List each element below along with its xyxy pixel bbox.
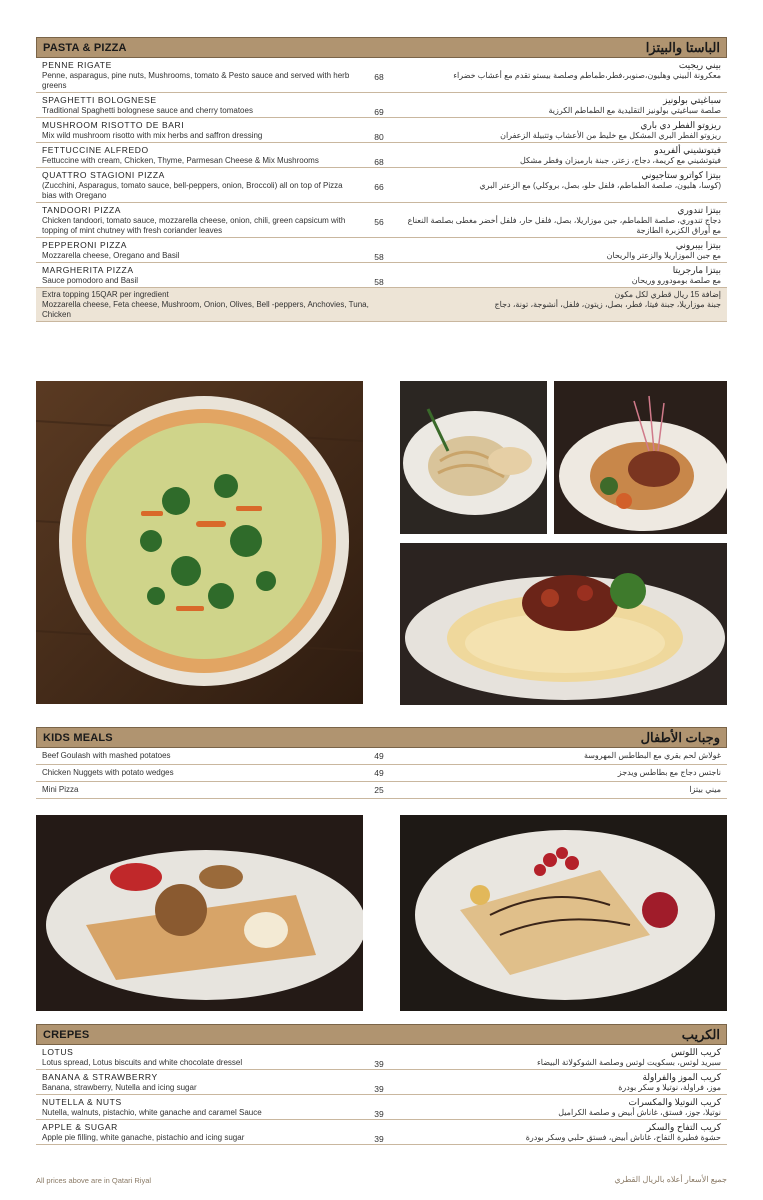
item-description-ar: نوتيلا، جوز، فستق، غاناش أبيض و صلصة الكراميل [558, 1108, 721, 1117]
item-description: Mozzarella cheese, Oregano and Basil [42, 251, 180, 260]
item-name-ar: كريب الموز والفراولة [642, 1072, 721, 1082]
item-description: Chicken tandoori, tomato sauce, mozzarella cheese, onion, chili, green capsicum with topping of mint chutney with fresh coriander leaves [42, 216, 346, 235]
item-en [36, 58, 364, 92]
item-en [36, 143, 364, 167]
item-description-ar: مع جبن الموزاريلا والزعتر والريحان [606, 251, 721, 260]
crepes-section [36, 1024, 727, 1145]
item-name-ar: كريب اللوتس [671, 1047, 721, 1057]
item-en [36, 1095, 364, 1119]
fettuccine-photo [400, 381, 547, 534]
item-description: (Zucchini, Asparagus, tomato sauce, bell-peppers, onion, Broccoli) all on top of Pizza bias with Oregano [42, 181, 343, 200]
extra-topping-list: Mozzarella cheese, Feta cheese, Mushroom, Onion, Olives, Bell -peppers, Anchovies, Tuna, Chicken [42, 300, 369, 319]
spaghetti-photo [554, 381, 727, 534]
item-price: 58 [374, 277, 384, 287]
item-name: NUTELLA & NUTS [42, 1097, 122, 1107]
extra-topping-note: Extra topping 15QAR per ingredient [42, 290, 169, 299]
item-en [36, 782, 364, 798]
item-en [36, 1120, 364, 1144]
item-en [36, 748, 364, 764]
strawberry-crepe-photo [400, 815, 727, 1011]
section-title-en: PASTA & PIZZA [43, 41, 127, 54]
item-description: Lotus spread, Lotus biscuits and white chocolate dressel [42, 1058, 243, 1067]
item-price: 49 [374, 751, 384, 761]
item-name: PEPPERONI PIZZA [42, 240, 128, 250]
item-en [36, 118, 364, 142]
item-name: LOTUS [42, 1047, 74, 1057]
menu-item-row [36, 168, 727, 203]
pizza-photo [36, 381, 363, 704]
item-en [36, 1070, 364, 1094]
item-description: Nutella, walnuts, pistachio, white ganache and caramel Sauce [42, 1108, 262, 1117]
item-en [36, 93, 364, 117]
item-description-ar: صلصة سباغيتي بولونيز التقليدية مع الطماطم الكرزية [548, 106, 721, 115]
extra-topping-list-ar: جبنة موزاريلا، جبنة فيتا، فطر، بصل، زيتون، فلفل، أنشوجة، تونة، دجاج [494, 300, 721, 309]
menu-item-row [36, 203, 727, 238]
menu-item-row [36, 748, 727, 765]
item-price: 56 [374, 217, 384, 227]
pasta-pizza-section [36, 37, 727, 322]
item-price: 69 [374, 107, 384, 117]
item-name: Beef Goulash with mashed potatoes [42, 751, 171, 760]
item-en [36, 1045, 364, 1069]
menu-item-row [36, 1070, 727, 1095]
item-name-ar: بيتزا كواترو ستاجيوني [641, 170, 721, 180]
section-header [36, 37, 727, 58]
item-ar [394, 1045, 727, 1069]
item-price: 39 [374, 1059, 384, 1069]
section-title-ar: وجبات الأطفال [640, 729, 720, 745]
item-description: Banana, strawberry, Nutella and icing sugar [42, 1083, 197, 1092]
item-en [36, 765, 364, 781]
item-name: TANDOORI PIZZA [42, 205, 122, 215]
extra-topping-note-ar: إضافة 15 ريال قطري لكل مكون [614, 290, 721, 299]
item-description-ar: فيتوتشيني مع كريمة، دجاج، زعتر، جبنة بارميزان وفطر مشكل [519, 156, 721, 165]
item-ar [394, 782, 727, 798]
section-title-ar: الكريب [681, 1026, 720, 1042]
item-name-ar: فيتوتشيني ألفريدو [654, 145, 721, 155]
item-price: 39 [374, 1109, 384, 1119]
item-name: SPAGHETTI BOLOGNESE [42, 95, 157, 105]
menu-list [36, 58, 727, 288]
menu-item-row [36, 238, 727, 263]
item-description: Mix wild mushroom risotto with mix herbs and saffron dressing [42, 131, 263, 140]
item-description: Traditional Spaghetti bolognese sauce and cherry tomatoes [42, 106, 253, 115]
item-description: Apple pie filling, white ganache, pistachio and icing sugar [42, 1133, 245, 1142]
item-name-ar: غولاش لحم بقري مع البطاطس المهروسة [583, 751, 721, 760]
item-name-ar: ميني بيتزا [689, 785, 721, 794]
section-title-en: KIDS MEALS [43, 731, 113, 744]
menu-item-row [36, 93, 727, 118]
item-description: Fettuccine with cream, Chicken, Thyme, Parmesan Cheese & Mix Mushrooms [42, 156, 319, 165]
item-price: 25 [374, 785, 384, 795]
section-title-en: CREPES [43, 1028, 90, 1041]
menu-item-row [36, 143, 727, 168]
menu-item-row [36, 118, 727, 143]
item-description-ar: معكرونة البيني وهليون،صنوبر،فطر،طماطم وصلصة بيستو تقدم مع أعشاب خضراء [453, 71, 721, 80]
goulash-photo [400, 543, 727, 705]
item-ar [394, 143, 727, 167]
item-price: 66 [374, 182, 384, 192]
item-description-ar: حشوة فطيرة التفاح، غاناش أبيض، فستق حلبي وسكر بودرة [525, 1133, 721, 1142]
item-ar [394, 263, 727, 287]
item-price: 49 [374, 768, 384, 778]
section-header [36, 1024, 727, 1045]
item-ar [394, 748, 727, 764]
extra-topping-row [36, 288, 727, 322]
lotus-crepe-photo [36, 815, 363, 1011]
item-ar [394, 765, 727, 781]
menu-item-row [36, 1045, 727, 1070]
menu-list [36, 1045, 727, 1145]
item-price: 68 [374, 157, 384, 167]
menu-item-row [36, 1120, 727, 1145]
item-description-ar: موز، فراولة، نوتيلا و سكر بودرة [618, 1083, 721, 1092]
item-name-ar: كريب التفاح والسكر [646, 1122, 721, 1132]
item-ar [394, 118, 727, 142]
item-description-ar: سبريد لوتس، بسكويت لوتس وصلصة الشوكولاتة البيضاء [537, 1058, 721, 1067]
item-description-ar: مع صلصة بومودورو وريحان [631, 276, 721, 285]
item-price: 58 [374, 252, 384, 262]
item-price: 39 [374, 1134, 384, 1144]
kids-meals-section [36, 727, 727, 799]
item-en [36, 203, 364, 237]
item-price: 39 [374, 1084, 384, 1094]
menu-list [36, 748, 727, 799]
item-ar [394, 93, 727, 117]
item-en [36, 263, 364, 287]
item-name-ar: بيتزا مارجريتا [672, 265, 721, 275]
item-ar [394, 1070, 727, 1094]
item-ar [394, 1120, 727, 1144]
item-price: 68 [374, 72, 384, 82]
item-description-ar: دجاج تندوري، صلصة الطماطم، جبن موزاريلا، بصل، فلفل حار، فلفل أخضر مغطى بصلصة النعناع مع أوراق الكزبرة الطازجة [407, 216, 721, 235]
item-name: QUATTRO STAGIONI PIZZA [42, 170, 165, 180]
menu-item-row [36, 765, 727, 782]
item-name-ar: كريب النوتيلا والمكسرات [628, 1097, 721, 1107]
currency-note: All prices above are in Qatari Riyal [36, 1176, 152, 1185]
item-name-ar: بيني ريجيت [678, 60, 721, 70]
item-name: MUSHROOM RISOTTO DE BARI [42, 120, 185, 130]
section-header [36, 727, 727, 748]
item-name-ar: سباغيتي بولونيز [663, 95, 721, 105]
menu-item-row [36, 782, 727, 799]
item-name-ar: ريزوتو الفطر دي باري [640, 120, 721, 130]
item-ar [394, 168, 727, 202]
item-description: Penne, asparagus, pine nuts, Mushrooms, tomato & Pesto sauce and served with herb greens [42, 71, 350, 90]
menu-item-row [36, 58, 727, 93]
item-en [36, 168, 364, 202]
item-ar [394, 58, 727, 92]
item-name: APPLE & SUGAR [42, 1122, 118, 1132]
item-name: Mini Pizza [42, 785, 79, 794]
item-name: BANANA & STRAWBERRY [42, 1072, 158, 1082]
item-name: FETTUCCINE ALFREDO [42, 145, 149, 155]
item-price: 80 [374, 132, 384, 142]
item-name: PENNE RIGATE [42, 60, 112, 70]
menu-item-row [36, 1095, 727, 1120]
item-name-ar: ناجتس دجاج مع بطاطس ويدجز [617, 768, 721, 777]
item-ar [394, 238, 727, 262]
item-name: Chicken Nuggets with potato wedges [42, 768, 174, 777]
item-name: MARGHERITA PIZZA [42, 265, 134, 275]
currency-note-ar: جميع الأسعار أعلاه بالريال القطري [614, 1175, 727, 1184]
item-description-ar: ريزوتو الفطر البري المشكل مع خليط من الأعشاب وتتبيلة الزعفران [500, 131, 721, 140]
item-description-ar: (كوسا، هليون، صلصة الطماطم، فلفل حلو، بصل، بروكلي) مع الزعتر البري [479, 181, 721, 190]
item-description: Sauce pomodoro and Basil [42, 276, 139, 285]
item-ar [394, 1095, 727, 1119]
item-en [36, 238, 364, 262]
item-ar [394, 203, 727, 237]
menu-item-row [36, 263, 727, 288]
section-title-ar: الباستا والبيتزا [645, 39, 720, 55]
item-name-ar: بيتزا تندوري [677, 205, 721, 215]
item-name-ar: بيتزا بيبروني [675, 240, 721, 250]
